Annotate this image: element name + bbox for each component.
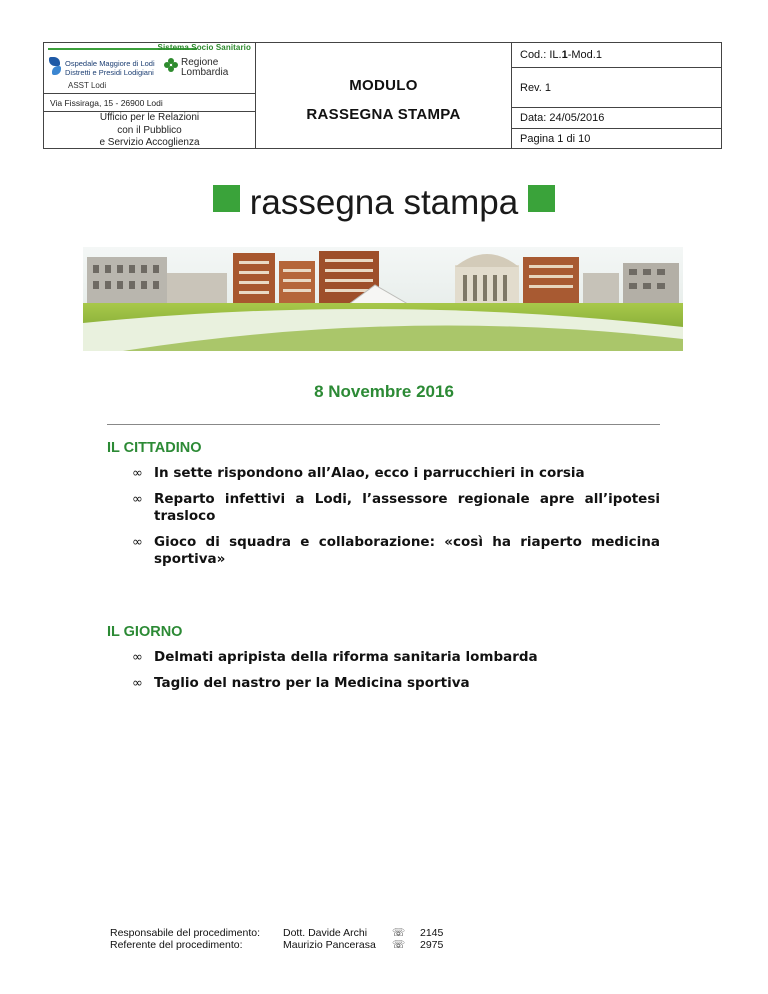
system-label: Sistema Socio Sanitario xyxy=(157,43,251,52)
list-item: ∞ Taglio del nastro per la Medicina sportiva xyxy=(132,675,470,691)
footer-phone-icons xyxy=(392,927,405,951)
revision: Rev. 1 xyxy=(512,68,721,108)
header-meta-cell xyxy=(512,43,721,148)
bullet-icon: ∞ xyxy=(132,650,143,665)
referente-extension: 2975 xyxy=(420,939,444,951)
region-line2: Lombardia xyxy=(181,67,229,78)
article-list-il-giorno xyxy=(132,649,660,701)
document-header xyxy=(43,42,722,149)
office-line2: con il Pubblico xyxy=(117,124,182,136)
bullet-icon: ∞ xyxy=(132,466,143,481)
page-title-text: rassegna stampa xyxy=(249,183,519,222)
footer-names xyxy=(283,927,376,951)
region-name xyxy=(181,58,228,78)
referente-name: Maurizio Pancerasa xyxy=(283,939,376,951)
document-date: Data: 24/05/2016 xyxy=(512,108,721,129)
header-left-cell xyxy=(44,43,256,148)
section-title-il-giorno: IL GIORNO xyxy=(107,624,183,640)
bullet-icon: ∞ xyxy=(132,676,143,691)
header-title-cell xyxy=(256,43,512,148)
referente-label: Referente del procedimento: xyxy=(110,939,243,951)
hospital-buildings-banner xyxy=(83,247,683,351)
logo-area xyxy=(44,43,255,94)
list-item: ∞ Delmati apripista della riforma sanitaria lombarda xyxy=(132,649,538,665)
divider xyxy=(107,424,660,425)
responsabile-extension: 2145 xyxy=(420,927,444,939)
hospital-logo-icon xyxy=(49,57,62,77)
hospital-name-line1: Ospedale Maggiore di Lodi xyxy=(65,59,155,68)
bullet-icon: ∞ xyxy=(132,535,143,550)
article-list-il-cittadino xyxy=(132,465,660,577)
module-subtitle: RASSEGNA STAMPA xyxy=(306,106,461,123)
footer-labels xyxy=(110,927,260,951)
responsabile-name: Dott. Davide Archi xyxy=(283,927,368,939)
hospital-name xyxy=(65,59,155,77)
bullet-icon: ∞ xyxy=(132,492,143,507)
section-title-il-cittadino: IL CITTADINO xyxy=(107,440,202,456)
asst-label: ASST Lodi xyxy=(68,81,107,90)
list-item: ∞ Gioco di squadra e collaborazione: «così ha riaperto medicina sportiva» xyxy=(132,534,660,567)
hospital-name-line2: Distretti e Presidi Lodigiani xyxy=(65,68,154,77)
region-logo-icon xyxy=(164,58,178,72)
address: Via Fissiraga, 15 - 26900 Lodi xyxy=(50,98,163,108)
list-item: ∞ In sette rispondono all’Alao, ecco i parrucchieri in corsia xyxy=(132,465,585,481)
footer-extensions xyxy=(420,927,443,951)
office-name xyxy=(44,112,255,150)
list-item: ∞ Reparto infettivi a Lodi, l’assessore regionale apre all’ipotesi trasloco xyxy=(132,491,660,524)
document-code: Cod.: IL. 1 -Mod.1 xyxy=(512,43,721,68)
office-line3: e Servizio Accoglienza xyxy=(99,137,200,148)
page-number: Pagina 1 di 10 xyxy=(520,132,591,145)
responsabile-label: Responsabile del procedimento: xyxy=(110,927,261,939)
office-line1: Ufficio per le Relazioni xyxy=(99,112,200,123)
green-square-icon xyxy=(213,185,240,212)
telephone-icon: ☏ xyxy=(392,927,406,939)
module-title: MODULO xyxy=(349,77,418,94)
telephone-icon: ☏ xyxy=(392,939,406,951)
region-line1: Regione xyxy=(181,57,219,68)
page-title xyxy=(0,183,768,223)
issue-date: 8 Novembre 2016 xyxy=(314,382,454,401)
green-square-icon xyxy=(528,185,555,212)
